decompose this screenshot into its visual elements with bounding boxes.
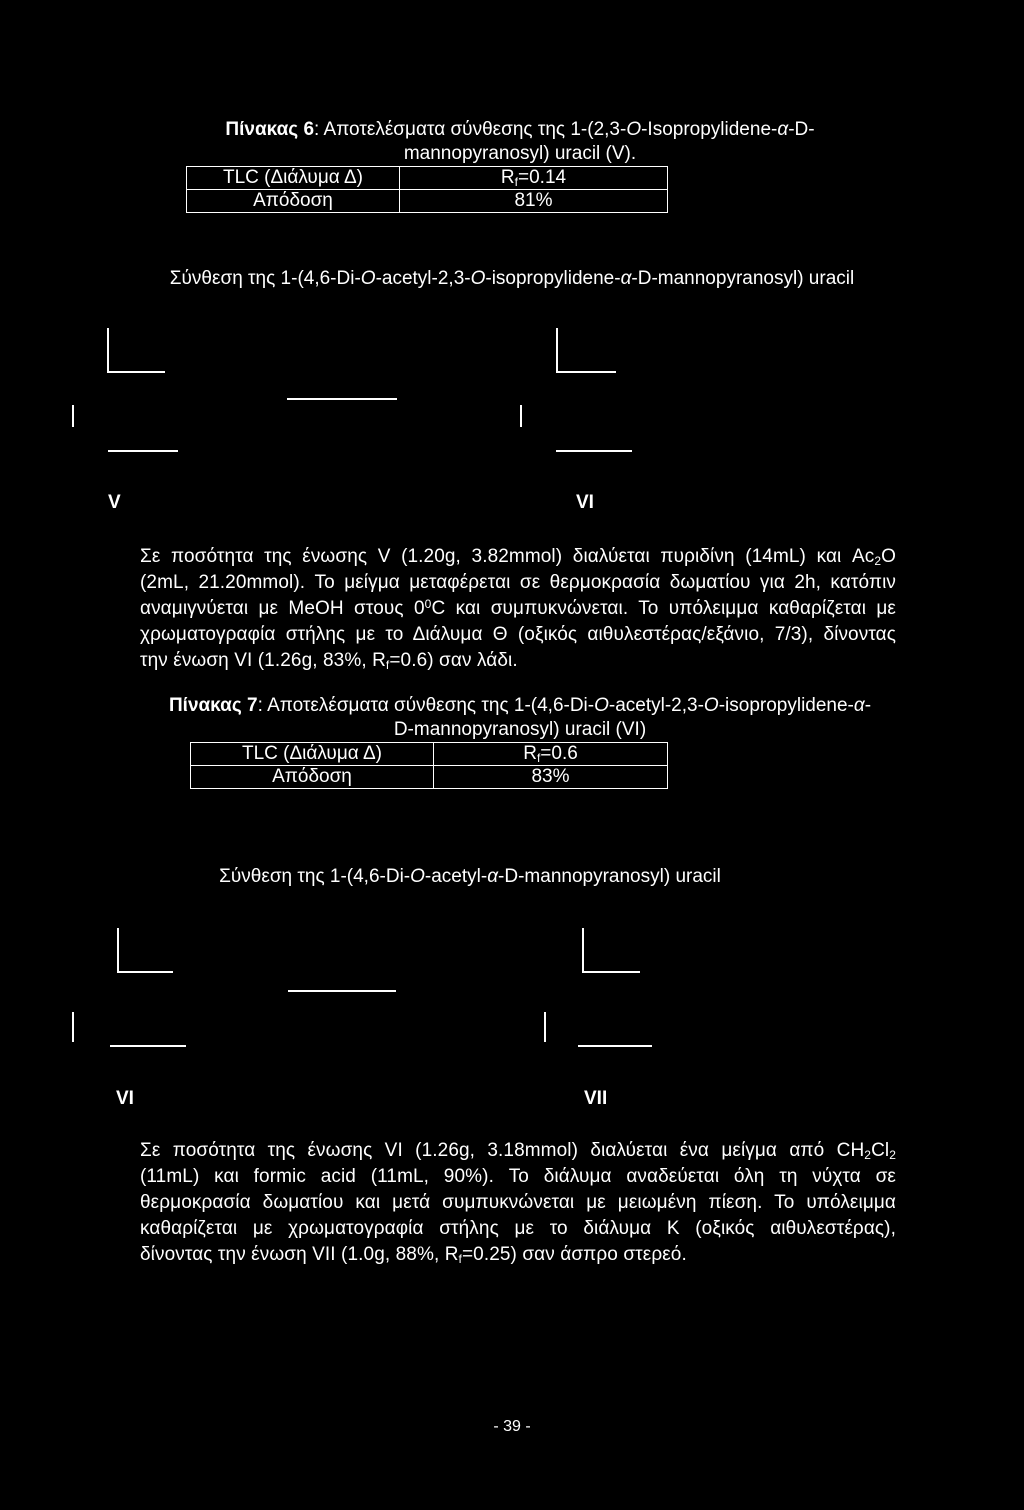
- heading-text: -D-mannopyranosyl) uracil: [631, 268, 855, 289]
- line-text: O: [881, 546, 896, 567]
- heading-text: Σύνθεση της 1-(4,6-Di-: [169, 268, 361, 289]
- synthesis1-paragraph: [140, 544, 896, 674]
- table-row: [187, 167, 668, 190]
- line-text: =0.25) σαν άσπρο στερεό.: [461, 1244, 687, 1265]
- scheme-line: [110, 1045, 186, 1047]
- table7-caption-label: Πίνακας 7: [168, 695, 258, 716]
- compound-label-VII: VII: [584, 1088, 608, 1109]
- scheme-line: [582, 971, 640, 973]
- subscript: 2: [874, 554, 882, 568]
- paragraph-line: (2mL, 21.20mmol). Το μείγμα μεταφέρεται σε θερμοκρασία δωματίου για 2h, κατόπιν: [140, 572, 896, 593]
- table6: [186, 166, 668, 213]
- paragraph-line: [140, 1242, 896, 1268]
- scheme-line: [556, 450, 632, 452]
- caption-italic: α: [853, 695, 865, 716]
- caption-italic: O: [626, 119, 642, 140]
- caption-italic: O: [703, 695, 719, 716]
- caption-text: : Αποτελέσματα σύνθεσης της 1-(2,3-: [314, 119, 627, 140]
- page-number: - 39 -: [493, 1418, 531, 1435]
- line-text: Σε ποσότητα της ένωσης VI (1.26g, 3.18mmol) διαλύεται ένα μείγμα από CH: [140, 1140, 865, 1161]
- caption-text: -acetyl-2,3-: [608, 695, 704, 716]
- line-text: την ένωση VI (1.26g, 83%, R: [140, 650, 386, 671]
- scheme-line: [117, 928, 119, 972]
- synthesis2-paragraph: [140, 1138, 896, 1268]
- table7-caption: [120, 694, 920, 718]
- scheme-line: [72, 1012, 74, 1042]
- caption-italic: α: [777, 119, 789, 140]
- caption-text: -isopropylidene-: [718, 695, 854, 716]
- table6-caption: [130, 118, 910, 142]
- subscript: f: [385, 658, 390, 672]
- table-cell: TLC (Διάλυμα Δ): [187, 167, 400, 190]
- compound-label-VI: VI: [116, 1088, 134, 1109]
- synthesis1-heading: [0, 268, 1024, 290]
- table7: [190, 742, 668, 789]
- table-cell: Απόδοση: [187, 190, 400, 213]
- heading-italic: O: [410, 866, 425, 887]
- scheme-line: [108, 450, 178, 452]
- caption-text: : Αποτελέσματα σύνθεσης της 1-(4,6-Di-: [257, 695, 595, 716]
- rf-value: =0.6: [540, 743, 578, 764]
- synthesis2-heading: [0, 866, 940, 888]
- table7-caption-line2: D-mannopyranosyl) uracil (VI): [393, 719, 647, 740]
- line-text: Cl: [871, 1140, 890, 1161]
- scheme-line: [578, 1045, 652, 1047]
- subscript: 2: [889, 1148, 896, 1162]
- caption-text: -: [864, 695, 872, 716]
- superscript: 0: [424, 597, 432, 611]
- heading-italic: O: [470, 268, 486, 289]
- scheme-line: [107, 328, 109, 372]
- paragraph-line: χρωματογραφία στήλης με το Διάλυμα Θ (οξικός αιθυλεστέρας/εξάνιο, 7/3), δίνοντας: [140, 624, 896, 645]
- table-cell: TLC (Διάλυμα Δ): [191, 743, 434, 766]
- heading-text: -D-mannopyranosyl) uracil: [498, 866, 721, 887]
- table6-caption-line2: mannopyranosyl) uracil (V).: [403, 143, 637, 164]
- line-text: C και συμπυκνώνεται. Το υπόλειμμα καθαρίζεται με: [431, 598, 896, 619]
- reaction-arrow-line: [288, 990, 396, 992]
- table-cell: 81%: [400, 190, 668, 213]
- line-text: δίνοντας την ένωση VII (1.0g, 88%, R: [140, 1244, 459, 1265]
- subscript: f: [458, 1252, 462, 1266]
- scheme-line: [544, 1012, 546, 1042]
- heading-text: -acetyl-2,3-: [375, 268, 471, 289]
- compound-label-V: V: [108, 492, 121, 513]
- rf-label: R: [523, 743, 537, 764]
- paragraph-line: καθαρίζεται με χρωματογραφία στήλης με το διάλυμα Κ (οξικός αιθυλεστέρας),: [140, 1218, 896, 1239]
- caption-text: -Isopropylidene-: [641, 119, 778, 140]
- table-row: [191, 766, 668, 789]
- reaction-arrow-line: [287, 398, 397, 400]
- line-text: Σε ποσότητα της ένωσης V (1.20g, 3.82mmol) διαλύεται πυριδίνη (14mL) και Ac: [140, 546, 875, 567]
- paragraph-line: [140, 544, 896, 570]
- paragraph-line: [140, 596, 896, 622]
- heading-text: -isopropylidene-: [485, 268, 621, 289]
- caption-italic: O: [594, 695, 609, 716]
- paragraph-line: [140, 1138, 896, 1164]
- line-text: αναμιγνύεται με MeOH στους 0: [140, 598, 425, 619]
- compound-label-VI: VI: [576, 492, 594, 513]
- rf-sub: f: [536, 751, 541, 765]
- line-text: =0.6) σαν λάδι.: [389, 650, 518, 671]
- table-row: [191, 743, 668, 766]
- rf-label: R: [500, 167, 515, 188]
- scheme-line: [556, 328, 558, 372]
- heading-text: Σύνθεση της 1-(4,6-Di-: [219, 866, 411, 887]
- scheme-line: [107, 371, 165, 373]
- scheme-line: [117, 971, 173, 973]
- heading-italic: α: [487, 866, 499, 887]
- paragraph-line: θερμοκρασία δωματίου και μετά συμπυκνώνεται με μειωμένη πίεση. Το υπόλειμμα: [140, 1192, 896, 1213]
- scheme-line: [582, 928, 584, 972]
- table6-caption-label: Πίνακας 6: [225, 119, 315, 140]
- heading-text: -acetyl-: [424, 866, 488, 887]
- subscript: 2: [864, 1148, 872, 1162]
- paragraph-line: (11mL) και formic acid (11mL, 90%). Το διάλυμα αναδεύεται όλη τη νύχτα σε: [140, 1166, 896, 1187]
- scheme-line: [556, 371, 616, 373]
- table-cell: 83%: [434, 766, 668, 789]
- table-cell: Απόδοση: [191, 766, 434, 789]
- paragraph-line: [140, 648, 896, 674]
- rf-sub: f: [514, 175, 518, 189]
- table-cell: [400, 167, 668, 190]
- scheme-line: [72, 405, 74, 427]
- rf-value: =0.14: [518, 167, 567, 188]
- scheme-line: [520, 405, 522, 427]
- heading-italic: O: [360, 268, 376, 289]
- caption-text: -D-: [788, 119, 815, 140]
- table-row: [187, 190, 668, 213]
- table-cell: [434, 743, 668, 766]
- heading-italic: α: [620, 268, 632, 289]
